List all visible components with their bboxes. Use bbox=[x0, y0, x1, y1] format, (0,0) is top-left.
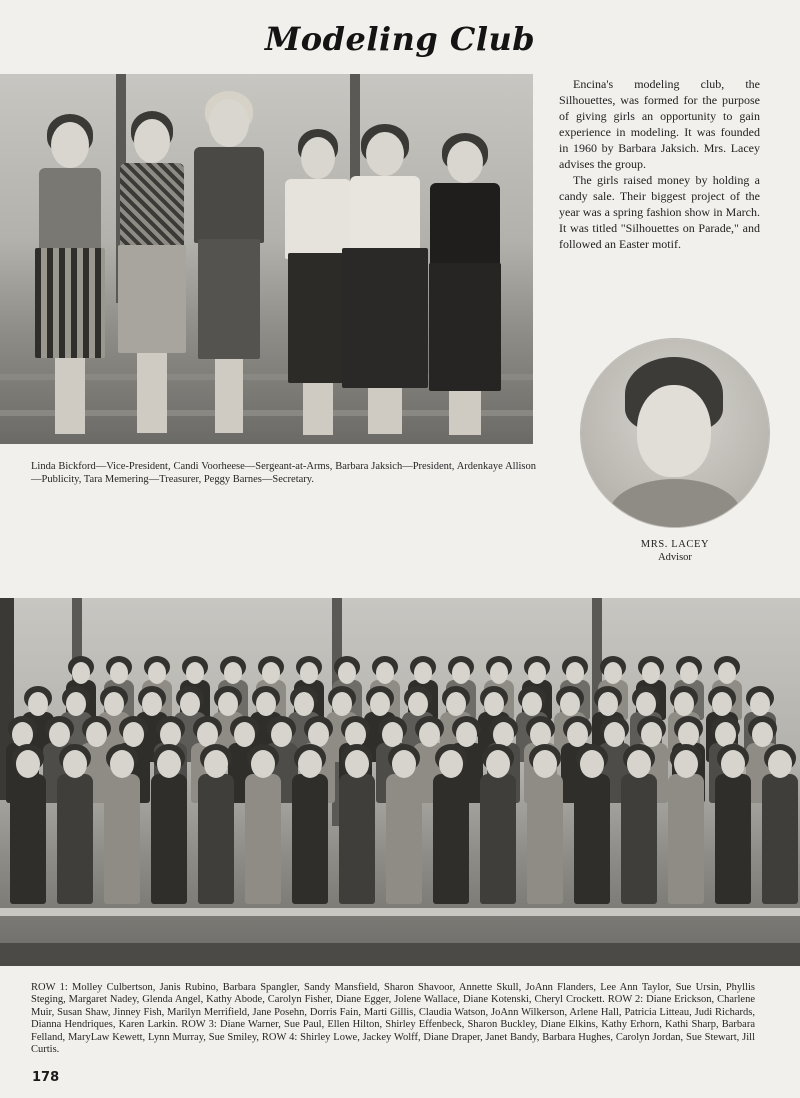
club-description bbox=[559, 76, 760, 252]
member-figure bbox=[245, 774, 281, 904]
member-face bbox=[419, 722, 440, 747]
member-face bbox=[580, 750, 604, 778]
member-face bbox=[522, 692, 542, 716]
ground bbox=[0, 943, 800, 966]
officers-caption: Linda Bickford—Vice-President, Candi Voorheese—Sergeant-at-Arms, Barbara Jaksich—President, Ardenkaye Allison—Publicity, Tara Memering—Treasurer, Peggy Barnes—Secretary. bbox=[31, 461, 536, 485]
member-face bbox=[674, 692, 694, 716]
member-face bbox=[712, 692, 732, 716]
step-edge bbox=[0, 908, 800, 916]
member-face bbox=[204, 750, 228, 778]
member-face bbox=[490, 662, 508, 684]
member-face bbox=[408, 692, 428, 716]
member-figure bbox=[715, 774, 751, 904]
member-figure bbox=[104, 774, 140, 904]
member-face bbox=[123, 722, 144, 747]
member-face bbox=[528, 662, 546, 684]
member-face bbox=[750, 692, 770, 716]
member-figure bbox=[386, 774, 422, 904]
page-number: 178 bbox=[32, 1070, 60, 1085]
member-face bbox=[604, 722, 625, 747]
member-face bbox=[680, 662, 698, 684]
member-face bbox=[484, 692, 504, 716]
member-figure bbox=[527, 774, 563, 904]
member-face bbox=[72, 662, 90, 684]
member-face bbox=[298, 750, 322, 778]
member-face bbox=[345, 750, 369, 778]
member-face bbox=[338, 662, 356, 684]
member-figure bbox=[198, 774, 234, 904]
page-title: Modeling Club bbox=[264, 20, 536, 58]
member-face bbox=[604, 662, 622, 684]
member-face bbox=[28, 692, 48, 716]
member-face bbox=[142, 692, 162, 716]
member-face bbox=[452, 662, 470, 684]
member-face bbox=[157, 750, 181, 778]
member-face bbox=[262, 662, 280, 684]
member-face bbox=[752, 722, 773, 747]
member-face bbox=[251, 750, 275, 778]
member-face bbox=[110, 750, 134, 778]
member-face bbox=[567, 722, 588, 747]
member-figure bbox=[668, 774, 704, 904]
member-face bbox=[392, 750, 416, 778]
member-face bbox=[721, 750, 745, 778]
member-face bbox=[414, 662, 432, 684]
member-face bbox=[627, 750, 651, 778]
officer-figure bbox=[184, 83, 274, 438]
member-figure bbox=[339, 774, 375, 904]
member-face bbox=[16, 750, 40, 778]
member-face bbox=[180, 692, 200, 716]
member-face bbox=[642, 662, 660, 684]
member-face bbox=[271, 722, 292, 747]
member-face bbox=[560, 692, 580, 716]
member-figure bbox=[57, 774, 93, 904]
officer-figure bbox=[420, 103, 510, 438]
member-face bbox=[446, 692, 466, 716]
member-face bbox=[486, 750, 510, 778]
member-face bbox=[148, 662, 166, 684]
advisor-portrait bbox=[581, 339, 769, 527]
member-face bbox=[456, 722, 477, 747]
officer-figure bbox=[340, 98, 430, 438]
member-face bbox=[300, 662, 318, 684]
member-face bbox=[256, 692, 276, 716]
member-face bbox=[641, 722, 662, 747]
member-face bbox=[66, 692, 86, 716]
member-face bbox=[104, 692, 124, 716]
member-figure bbox=[151, 774, 187, 904]
member-face bbox=[86, 722, 107, 747]
story-paragraph: The girls raised money by holding a candy sale. Their biggest project of the year was a spring fashion show in March. It was titled "Silhouettes on Parade," and followed an Easter motif. bbox=[559, 173, 760, 251]
club-members-caption: ROW 1: Molley Culbertson, Janis Rubino, Barbara Spangler, Sandy Mansfield, Sharon Shavoor, Annette Skull, JoAnn Flanders, Lee Ann Taylor, Sue Ursin, Phyllis Steging, Margaret Nadey, Glenda Angel, Kathy Abode, Carolyn Fisher, Diane Egger, Jolene Wallace, Diane Kotenski, Cheryl Crockett. ROW 2: Diane Erickson, Charlene Muir, Susan Shaw, Jinney Fish, Marilyn Merrifield, Jane Posehn, Dorris Fain, Marti Gillis, Claudia Watson, JoAnn Wilkerson, Arlene Hall, Patricia Litteau, Judi Richards, Dianna Hendriques, Karen Larkin. ROW 3: Diane Warner, Sue Paul, Ellen Hilton, Shirley Effenbeck, Sharon Buckley, Diane Elkins, Kathy Erhorn, Kathi Sharp, Barbara Felland, MaryLaw Kewett, Lynn Murray, Sue Smiley, ROW 4: Shirley Lowe, Jackey Wolff, Diane Draper, Janet Bandy, Barbara Hughes, Carolyn Jordan, Sue Stewart, Jill Curtis. bbox=[31, 982, 755, 1056]
member-face bbox=[224, 662, 242, 684]
advisor-role: Advisor bbox=[658, 552, 692, 563]
member-figure bbox=[762, 774, 798, 904]
member-figure bbox=[10, 774, 46, 904]
member-figure bbox=[480, 774, 516, 904]
member-face bbox=[598, 692, 618, 716]
member-face bbox=[533, 750, 557, 778]
member-face bbox=[218, 692, 238, 716]
member-figure bbox=[433, 774, 469, 904]
member-face bbox=[49, 722, 70, 747]
officers-photo bbox=[0, 74, 533, 444]
member-face bbox=[376, 662, 394, 684]
member-face bbox=[370, 692, 390, 716]
officer-figure bbox=[112, 93, 192, 438]
member-figure bbox=[574, 774, 610, 904]
member-face bbox=[234, 722, 255, 747]
member-face bbox=[566, 662, 584, 684]
member-face bbox=[439, 750, 463, 778]
story-paragraph: Encina's modeling club, the Silhouettes, was formed for the purpose of giving girls an opportunity to gain experience in modeling. It was founded in 1960 by Barbara Jaksich. Mrs. Lacey advises the group. bbox=[559, 77, 760, 171]
member-face bbox=[110, 662, 128, 684]
member-face bbox=[186, 662, 204, 684]
member-face bbox=[674, 750, 698, 778]
member-face bbox=[382, 722, 403, 747]
club-group-photo bbox=[0, 598, 800, 966]
officer-figure bbox=[30, 98, 110, 438]
member-figure bbox=[621, 774, 657, 904]
member-face bbox=[718, 662, 736, 684]
member-face bbox=[636, 692, 656, 716]
advisor-name: MRS. LACEY bbox=[640, 539, 710, 550]
member-face bbox=[768, 750, 792, 778]
member-face bbox=[294, 692, 314, 716]
member-figure bbox=[292, 774, 328, 904]
member-face bbox=[332, 692, 352, 716]
member-face bbox=[63, 750, 87, 778]
